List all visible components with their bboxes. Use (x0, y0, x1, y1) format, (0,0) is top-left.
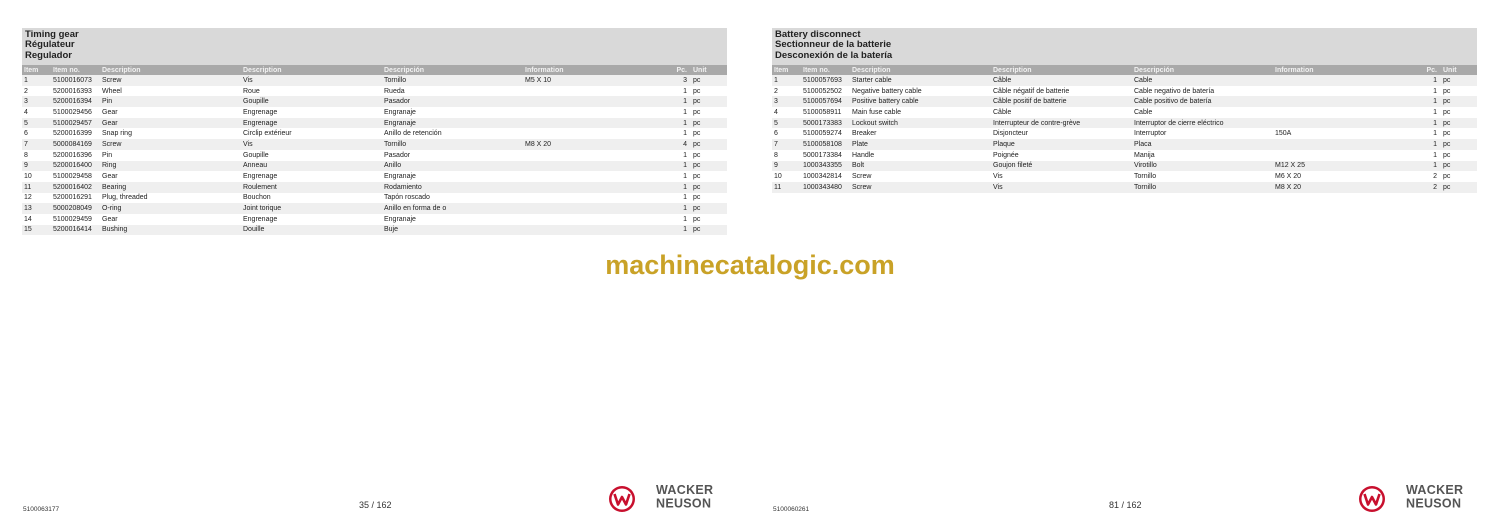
table-cell: Positive battery cable (850, 96, 991, 107)
table-cell: 5200016394 (51, 96, 100, 107)
table-cell: 3 (664, 75, 691, 86)
table-cell: Bearing (100, 182, 241, 193)
table-cell: Tornillo (1134, 173, 1157, 181)
table-cell: 11 (772, 182, 801, 193)
table-cell: Interruptor de cierre eléctrico (1132, 118, 1273, 129)
table-cell: pc (1441, 96, 1477, 107)
table-cell: Lockout switch (850, 118, 991, 129)
table-cell: 1 (664, 203, 691, 214)
table-cell: 9 (22, 161, 51, 172)
table-cell: 1 (1433, 87, 1437, 95)
table-cell: 5000173383 (801, 118, 850, 129)
table-cell: 1 (1433, 130, 1437, 138)
table-cell: Plug, threaded (102, 194, 148, 202)
table-cell: 2 (1433, 173, 1437, 181)
table-cell: pc (693, 194, 701, 202)
table-cell: 5000208049 (51, 203, 100, 214)
table-cell: 1 (683, 215, 687, 223)
table-cell: Engrenage (241, 118, 382, 129)
column-header: Item (772, 65, 801, 75)
section-title: Desconexión de la batería (775, 49, 893, 61)
table-row (22, 128, 727, 139)
table-cell: Screw (100, 75, 241, 86)
table-cell: Screw (850, 182, 991, 193)
column-header: Item no. (51, 65, 100, 75)
table-cell: Manija (1134, 151, 1155, 159)
table-cell: 3 (772, 96, 801, 107)
table-cell: pc (693, 87, 701, 95)
table-cell: Cable (1132, 75, 1273, 86)
table-cell: Rueda (384, 87, 405, 95)
table-cell: Engrenage (243, 173, 278, 181)
table-row (772, 182, 1477, 193)
table-cell (523, 182, 664, 193)
column-header: Descripción (382, 65, 523, 75)
table-cell: Interruptor (1134, 130, 1167, 138)
table-cell: Interrupteur de contre-grève (991, 118, 1132, 129)
section-title-box (772, 28, 1477, 65)
table-cell: 1 (1414, 96, 1441, 107)
table-cell: Plaque (991, 139, 1132, 150)
table-cell: 15 (22, 225, 51, 236)
table-cell: 7 (22, 139, 51, 150)
table-row (772, 96, 1477, 107)
table-cell (523, 203, 664, 214)
table-cell: Anillo (382, 161, 523, 172)
table-cell: 2 (774, 87, 778, 95)
table-cell (1273, 107, 1414, 118)
table-cell: pc (1443, 130, 1451, 138)
table-row (22, 75, 727, 86)
column-header: Item no. (801, 65, 850, 75)
table-cell: 1 (683, 173, 687, 181)
table-cell (523, 107, 664, 118)
table-cell: 5200016396 (53, 151, 92, 159)
table-cell: Snap ring (102, 130, 132, 138)
table-row (772, 75, 1477, 86)
table-cell: Anneau (241, 161, 382, 172)
table-cell: pc (1441, 161, 1477, 172)
table-cell: 6 (774, 130, 778, 138)
table-cell: Engranaje (382, 118, 523, 129)
column-header: Description (991, 65, 1132, 75)
table-cell: M6 X 20 (1275, 173, 1302, 181)
table-cell: Vis (993, 173, 1003, 181)
table-cell: 5200016402 (51, 182, 100, 193)
table-cell: pc (691, 161, 727, 172)
table-cell: 5000084169 (51, 139, 100, 150)
table-cell: Bolt (850, 161, 991, 172)
table-cell: 5100059274 (803, 130, 842, 138)
table-cell: Virotillo (1132, 161, 1273, 172)
table-cell: 1 (1433, 108, 1437, 116)
table-cell: 5100057694 (801, 96, 850, 107)
table-cell: Engranaje (384, 173, 416, 181)
table-cell: Handle (852, 151, 875, 159)
table-cell: 5100016073 (51, 75, 100, 86)
table-cell: 1 (1414, 118, 1441, 129)
table-cell: 5100058911 (803, 108, 842, 116)
table-cell: Vis (991, 182, 1132, 193)
column-header: Unit (1441, 65, 1477, 75)
table-cell (1273, 86, 1414, 97)
table-cell (523, 96, 664, 107)
table-cell: M8 X 20 (1273, 182, 1414, 193)
table-cell: pc (691, 118, 727, 129)
table-cell: 5100029458 (53, 173, 92, 181)
parts-table (22, 65, 727, 235)
table-cell: Starter cable (850, 75, 991, 86)
table-cell (523, 86, 664, 97)
table-cell: Tornillo (1132, 182, 1273, 193)
table-cell: O-ring (100, 203, 241, 214)
document-number: 5100063177 (23, 506, 60, 513)
column-header: Item (22, 65, 51, 75)
table-cell: Gear (100, 118, 241, 129)
table-cell: 5100029456 (53, 108, 92, 116)
table-row (772, 107, 1477, 118)
table-cell: M5 X 10 (523, 75, 664, 86)
table-cell: Câble (993, 108, 1012, 116)
table-cell: Engrenage (243, 108, 278, 116)
table-cell: Roulement (241, 182, 382, 193)
table-row (772, 150, 1477, 161)
table-cell: Roue (243, 87, 260, 95)
table-cell: pc (693, 173, 701, 181)
table-cell: Pin (100, 96, 241, 107)
table-cell (1273, 118, 1414, 129)
table-cell: 1 (772, 75, 801, 86)
table-cell (523, 150, 664, 161)
table-row (772, 139, 1477, 150)
table-cell: pc (691, 96, 727, 107)
table-cell (1273, 150, 1414, 161)
table-cell: Douille (241, 225, 382, 236)
brand-logo (608, 484, 730, 516)
table-cell: 2 (1414, 182, 1441, 193)
table-cell: 1 (683, 130, 687, 138)
table-cell: 10 (774, 173, 782, 181)
table-cell: Gear (102, 108, 118, 116)
table-cell: 1 (683, 151, 687, 159)
table-row (22, 225, 727, 236)
table-cell: Disjoncteur (993, 130, 1029, 138)
table-row (772, 161, 1477, 172)
table-cell: Joint torique (241, 203, 382, 214)
table-cell: Goupille (241, 96, 382, 107)
section-title: Sectionneur de la batterie (775, 39, 892, 51)
section-title: Régulateur (25, 39, 75, 51)
table-cell: 3 (22, 96, 51, 107)
table-row (22, 182, 727, 193)
table-cell: Tornillo (382, 75, 523, 86)
table-cell: 1 (664, 182, 691, 193)
table-cell: pc (1441, 118, 1477, 129)
table-cell: Cable positivo de batería (1132, 96, 1273, 107)
table-cell: 4 (774, 108, 778, 116)
table-cell: 4 (664, 139, 691, 150)
table-cell: 1 (22, 75, 51, 86)
table-cell: pc (1441, 182, 1477, 193)
page-number: 81 / 162 (1109, 500, 1142, 510)
table-cell: 5100058108 (801, 139, 850, 150)
table-cell (523, 214, 664, 225)
table-cell (523, 193, 664, 204)
table-cell: Plate (850, 139, 991, 150)
table-row (22, 161, 727, 172)
table-row (772, 118, 1477, 129)
table-cell: 5100052502 (803, 87, 842, 95)
table-cell: Anillo en forma de o (382, 203, 523, 214)
table-cell: M8 X 20 (523, 139, 664, 150)
table-row (22, 171, 727, 182)
table-cell: Circlip extérieur (243, 130, 292, 138)
column-header: Unit (691, 65, 727, 75)
table-cell (1273, 139, 1414, 150)
table-cell (1273, 75, 1414, 86)
table-cell: pc (1441, 139, 1477, 150)
table-cell: 1 (1414, 139, 1441, 150)
table-cell (523, 171, 664, 182)
table-cell: Gear (102, 173, 118, 181)
table-cell: Goujon fileté (991, 161, 1132, 172)
table-cell: Tornillo (382, 139, 523, 150)
table-cell (523, 118, 664, 129)
table-cell: 2 (24, 87, 28, 95)
table-cell: 9 (772, 161, 801, 172)
table-row (22, 96, 727, 107)
table-cell: Câble positif de batterie (991, 96, 1132, 107)
table-cell: 13 (22, 203, 51, 214)
table-cell: 5200016291 (53, 194, 92, 202)
table-cell: 1 (683, 87, 687, 95)
table-cell: 1000343480 (801, 182, 850, 193)
table-cell: pc (693, 151, 701, 159)
table-cell: 5200016399 (53, 130, 92, 138)
parts-table (772, 65, 1477, 193)
table-cell: Cable negativo de batería (1134, 87, 1215, 95)
table-cell: Cable (1134, 108, 1153, 116)
section-title: Battery disconnect (775, 29, 861, 40)
table-row (772, 128, 1477, 139)
table-cell: 11 (22, 182, 51, 193)
table-cell: 5200016393 (53, 87, 92, 95)
table-cell: Main fuse cable (852, 108, 902, 116)
table-cell: 12 (24, 194, 32, 202)
table-cell: 5 (772, 118, 801, 129)
table-cell: 5 (22, 118, 51, 129)
table-cell: 1 (1414, 75, 1441, 86)
table-header-row (22, 65, 727, 75)
table-cell (523, 161, 664, 172)
brand-logo (1358, 484, 1480, 516)
table-cell: Poignée (993, 151, 1019, 159)
table-cell: 5100029457 (51, 118, 100, 129)
table-cell: Screw (100, 139, 241, 150)
section-title-box (22, 28, 727, 65)
table-cell: Screw (852, 173, 872, 181)
table-cell: 14 (24, 215, 32, 223)
table-cell: pc (691, 139, 727, 150)
table-cell: Anillo de retención (384, 130, 442, 138)
table-cell: Goupille (243, 151, 269, 159)
table-cell: Câble négatif de batterie (993, 87, 1070, 95)
column-header: Information (523, 65, 664, 75)
table-cell: pc (1443, 87, 1451, 95)
column-header: Description (241, 65, 382, 75)
table-cell: Bushing (100, 225, 241, 236)
table-cell: 5000173384 (803, 151, 842, 159)
table-cell: 6 (24, 130, 28, 138)
table-cell: Negative battery cable (852, 87, 922, 95)
table-cell: Gear (102, 215, 118, 223)
table-cell: Buje (382, 225, 523, 236)
table-cell: pc (693, 108, 701, 116)
column-header: Pc. (1414, 65, 1441, 75)
table-cell: Breaker (852, 130, 877, 138)
page-number: 35 / 162 (359, 500, 392, 510)
table-cell: M12 X 25 (1273, 161, 1414, 172)
table-cell (523, 225, 664, 236)
table-row (772, 171, 1477, 182)
table-cell: 10 (24, 173, 32, 181)
table-cell: pc (1441, 75, 1477, 86)
table-cell (1273, 96, 1414, 107)
table-cell: 1000342814 (803, 173, 842, 181)
table-cell: pc (693, 130, 701, 138)
table-cell: 8 (24, 151, 28, 159)
section-title: Regulador (25, 49, 72, 61)
table-cell: Bouchon (243, 194, 271, 202)
table-cell: 5200016400 (51, 161, 100, 172)
table-cell: Engranaje (384, 108, 416, 116)
table-cell: 7 (772, 139, 801, 150)
table-cell: 1 (683, 194, 687, 202)
table-header-row (772, 65, 1477, 75)
table-cell: 4 (24, 108, 28, 116)
table-cell: pc (691, 75, 727, 86)
section-title: Timing gear (25, 29, 79, 40)
table-cell: Câble (991, 75, 1132, 86)
table-cell: Vis (241, 75, 382, 86)
table-cell: Vis (241, 139, 382, 150)
watermark-text: machinecatalogic.com (605, 250, 895, 280)
table-row (772, 86, 1477, 97)
table-cell: pc (1443, 151, 1451, 159)
table-cell: pc (691, 225, 727, 236)
table-cell: 1 (1433, 151, 1437, 159)
column-header: Description (850, 65, 991, 75)
table-cell: 1 (664, 161, 691, 172)
table-cell: 1 (664, 96, 691, 107)
table-cell: Pasador (382, 96, 523, 107)
table-cell: Wheel (102, 87, 122, 95)
table-cell (523, 128, 664, 139)
table-row (22, 203, 727, 214)
table-cell: pc (1443, 173, 1451, 181)
column-header: Pc. (664, 65, 691, 75)
table-cell: 5100057693 (801, 75, 850, 86)
table-cell: Rodamiento (382, 182, 523, 193)
table-cell: Tapón roscado (384, 194, 430, 202)
table-cell: 1 (683, 108, 687, 116)
wacker-neuson-emblem-icon (608, 485, 636, 513)
logo-wordmark: WACKER NEUSON (656, 482, 714, 511)
table-row (22, 139, 727, 150)
table-cell: pc (693, 215, 701, 223)
table-cell: pc (691, 203, 727, 214)
table-cell: 1000343355 (801, 161, 850, 172)
table-row (22, 118, 727, 129)
column-header: Information (1273, 65, 1414, 75)
table-cell: 5100029459 (53, 215, 92, 223)
table-cell: pc (691, 182, 727, 193)
table-cell: 1 (1414, 161, 1441, 172)
table-row (22, 193, 727, 204)
table-cell: Engrenage (243, 215, 278, 223)
column-header: Description (100, 65, 241, 75)
table-cell: Pasador (384, 151, 411, 159)
table-row (22, 214, 727, 225)
table-cell: 1 (664, 225, 691, 236)
table-cell: 8 (774, 151, 778, 159)
table-cell: Ring (100, 161, 241, 172)
table-cell: pc (1443, 108, 1451, 116)
logo-wordmark: WACKER NEUSON (1406, 482, 1464, 511)
table-cell: Pin (102, 151, 113, 159)
wacker-neuson-emblem-icon (1358, 485, 1386, 513)
table-row (22, 150, 727, 161)
table-row (22, 107, 727, 118)
table-cell: 1 (664, 118, 691, 129)
table-row (22, 86, 727, 97)
document-number: 5100060261 (773, 506, 810, 513)
column-header: Descripción (1132, 65, 1273, 75)
table-cell: Placa (1132, 139, 1273, 150)
table-cell: Engranaje (384, 215, 416, 223)
table-cell: 5200016414 (51, 225, 100, 236)
table-cell: 150A (1275, 130, 1292, 138)
